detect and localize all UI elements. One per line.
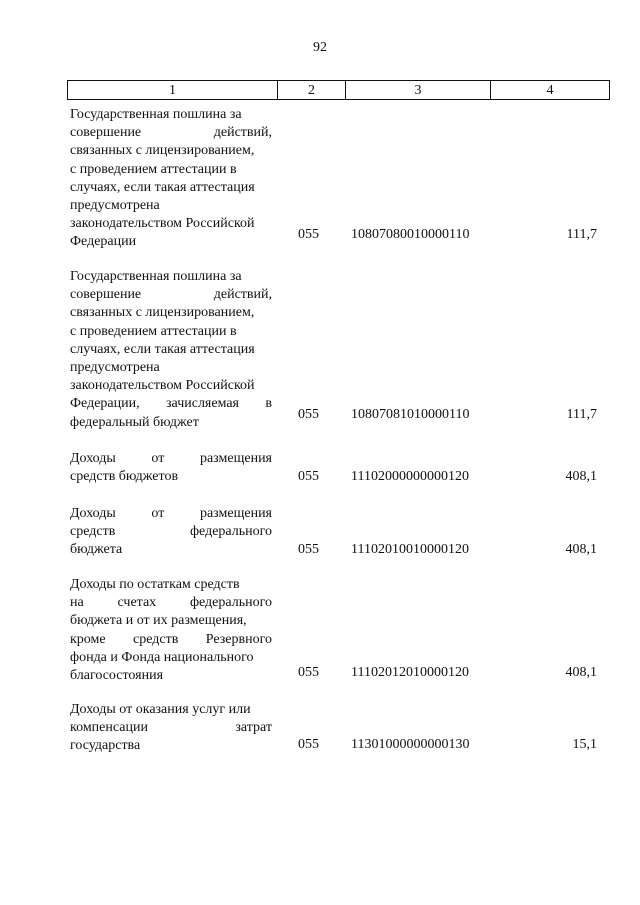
budget-code: 11102012010000120 [351,665,469,680]
budget-code: 10807081010000110 [351,407,470,422]
amount: 111,7 [566,227,597,242]
description-line: с проведением аттестации в [70,323,237,339]
amount: 408,1 [565,469,597,484]
description-line: законодательством Российской [70,378,255,394]
description-line: благосостояния [70,668,164,684]
row-description [70,106,272,252]
description-line: средств федерального [70,524,272,540]
table-row [70,106,610,250]
description-line: государства [70,738,141,754]
description-line: средств бюджетов [70,469,179,485]
description-line: бюджета [70,542,123,558]
budget-code: 11102000000000120 [351,469,469,484]
amount: 15,1 [572,737,597,752]
description-line: предусмотрена [70,198,160,214]
admin-code: 055 [298,407,319,422]
header-col-1: 1 [169,83,176,98]
description-line: Доходы от размещения [70,451,272,466]
description-line: Доходы по остаткам средств [70,577,240,592]
table-header [67,80,610,100]
description-line: Государственная пошлина за [70,107,242,122]
budget-code: 11102010010000120 [351,542,469,557]
description-line: связанных с лицензированием, [70,305,255,321]
description-line: совершение действий, [70,125,272,141]
budget-code: 11301000000000130 [351,737,470,752]
description-line: Федерации, зачисляемая в [70,396,272,412]
row-description [70,505,272,560]
header-col-2: 2 [277,81,345,99]
description-line: фонда и Фонда национального [70,649,254,665]
description-line: компенсации затрат [70,720,272,736]
amount: 408,1 [565,665,597,680]
admin-code: 055 [298,227,319,242]
table-row [70,576,610,684]
table-row [70,268,610,430]
table-row [70,450,610,486]
description-line: связанных с лицензированием, [70,143,255,159]
description-line: с проведением аттестации в [70,161,237,177]
amount: 111,7 [566,407,597,422]
description-line: федеральный бюджет [70,414,199,430]
description-line: случаях, если такая аттестация [70,341,255,357]
admin-code: 055 [298,469,319,484]
table-row [70,505,610,559]
description-line: Доходы от размещения [70,506,272,521]
admin-code: 055 [298,737,319,752]
description-line: Доходы от оказания услуг или [70,702,251,717]
budget-code: 10807080010000110 [351,227,470,242]
amount: 408,1 [565,542,597,557]
admin-code: 055 [298,542,319,557]
description-line: предусмотрена [70,360,160,376]
description-line: законодательством Российской [70,216,255,232]
header-col-4: 4 [490,81,609,99]
page-number: 92 [313,40,327,55]
row-description [70,701,272,756]
description-line: Государственная пошлина за [70,269,242,284]
description-line: совершение действий, [70,287,272,303]
row-description [70,268,272,432]
description-line: бюджета и от их размещения, [70,613,247,629]
row-description [70,576,272,685]
admin-code: 055 [298,665,319,680]
row-description [70,450,272,486]
header-col-3: 3 [345,81,490,99]
description-line: Федерации [70,234,137,250]
description-line: кроме средств Резервного [70,631,272,647]
description-line: на счетах федерального [70,595,272,611]
description-line: случаях, если такая аттестация [70,179,255,195]
table-row [70,701,610,755]
